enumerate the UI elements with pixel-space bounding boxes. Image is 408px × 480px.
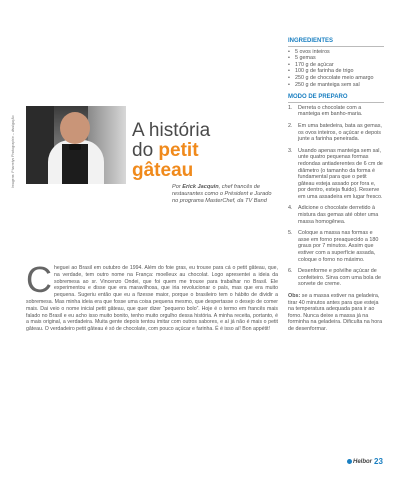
title-line-1: A história xyxy=(132,119,211,141)
article-body xyxy=(26,259,278,333)
article-title xyxy=(132,121,282,181)
method-step: 4. Adicione o chocolate derretido à mistura das gemas até obter uma massa homogênea. xyxy=(288,205,379,225)
recipe-column xyxy=(288,38,384,333)
ingredient-item: • 170 g de açúcar xyxy=(288,62,384,69)
title-line-3: gâteau xyxy=(132,159,194,181)
chef-photo xyxy=(26,106,126,184)
photo-credit: Imagens: Pharrelys Photographie – divulgação xyxy=(11,115,15,188)
divider xyxy=(288,102,384,103)
method-step: 2. Em uma batedeira, bata as gemas, os ovos inteiros, o açúcar e depois junte a farinha peneirada. xyxy=(288,122,382,143)
ingredients-list xyxy=(288,49,384,89)
ingredient-item: • 250 g de manteiga sem sal xyxy=(288,82,384,89)
author-caption xyxy=(172,184,272,205)
method-heading: MODO DE PREPARO xyxy=(288,94,348,101)
ingredient-item: • 5 ovos inteiros xyxy=(288,49,384,56)
article-text: heguei ao Brasil em outubro de 1994. Além do foie gras, eu trouxe para cá o petit gâteau, que, na verdade, tem outro nome na França: moelleux au chocolat. Logo apresentei a ideia da sobremesa ao sr. Vincenzo Ondei, que foi quem me trouxe para trabalhar no Brasil. Ele experimentou e disse que era maravilhosa, que iria revolucionar o país, mas que era muito pequena. Sugeriu então que eu a fizesse maior, porque o brasileiro tem o hábito de dividir a sobremesa. Mas minha ideia era que fosse uma coisa pequena mesmo, que despertasse o desejo de comer mais. Dai veio o nome inicial petit gâteau, que quer dizer “pequeno bolo”. Hoje é o termo em francês mais falado no Brasil e eu acho isso muito bonito, tenho muito orgulho dessa história. A minha receita, portanto, é a mais original, a verdadeira. Muita gente depois tentou imitar com outros sabores, e aí já não é mais o petit gâteau. O verdadeiro petit gâteau é só de chocolate, com pouco açúcar e farinha. É é isso aí! Bon appétit! xyxy=(26,265,278,333)
page-number: 23 xyxy=(374,457,383,466)
method-step: 6. Desenforme e polvilhe açúcar de confeiteiro. Sirva com uma bola de sorvete de creme. xyxy=(288,268,381,288)
method-steps xyxy=(288,105,384,288)
brand-dot-icon xyxy=(347,459,352,464)
caption-prefix: Por xyxy=(172,184,183,190)
method-step: 5. Coloque a massa nas formas e asse em forno preaquecido a 180 graus por 7 minutos. Assim que estiver com a superfície assada, coloque o forno no máximo. xyxy=(288,230,379,263)
ingredients-heading: INGREDIENTES xyxy=(288,38,334,44)
chef-vest xyxy=(62,144,88,184)
recipe-note xyxy=(288,293,384,333)
method-step: 1. Derreta o chocolate com a manteiga em banho-maria. xyxy=(288,104,363,118)
note-text: se a massa estiver na geladeira, tirar 40 minutos antes para que esteja na temperatura adequada para ir ao forno. Nunca deixe a massa já na forminha na geladeira. Dificulta na hora de desenformar. xyxy=(288,293,383,332)
note-label: Obs: xyxy=(288,293,301,299)
divider xyxy=(288,46,384,47)
brand-name: Helbor xyxy=(353,459,373,466)
method-step: 3. Usando apenas manteiga sem sal, unte quatro pequenas formas redondas antiaderentes de 6 cm de diâmetro (o tamanho da forma é fundamental para que o petit gâteau esteja assado por fora e, por dentro, esteja fluido). Reserve em uma assadeira em lugar fresco. xyxy=(288,147,383,200)
chef-head xyxy=(60,112,90,144)
ingredient-item: • 100 g de farinha de trigo xyxy=(288,68,384,75)
caption-rest: , chef francês de restaurantes como o Président e Jurado no programa MasterChef, da TV Band xyxy=(172,184,272,204)
brand-logo xyxy=(347,459,372,465)
caption-author-name: Erick Jacquin xyxy=(182,184,219,190)
ingredient-item: • 250 g de chocolate meio amargo xyxy=(288,75,384,82)
bowtie-icon xyxy=(69,144,81,150)
drop-cap: C xyxy=(26,259,52,300)
title-line-2b: petit xyxy=(158,139,199,161)
title-line-2a: do xyxy=(132,139,159,161)
ingredient-item: • 5 gemas xyxy=(288,55,384,62)
